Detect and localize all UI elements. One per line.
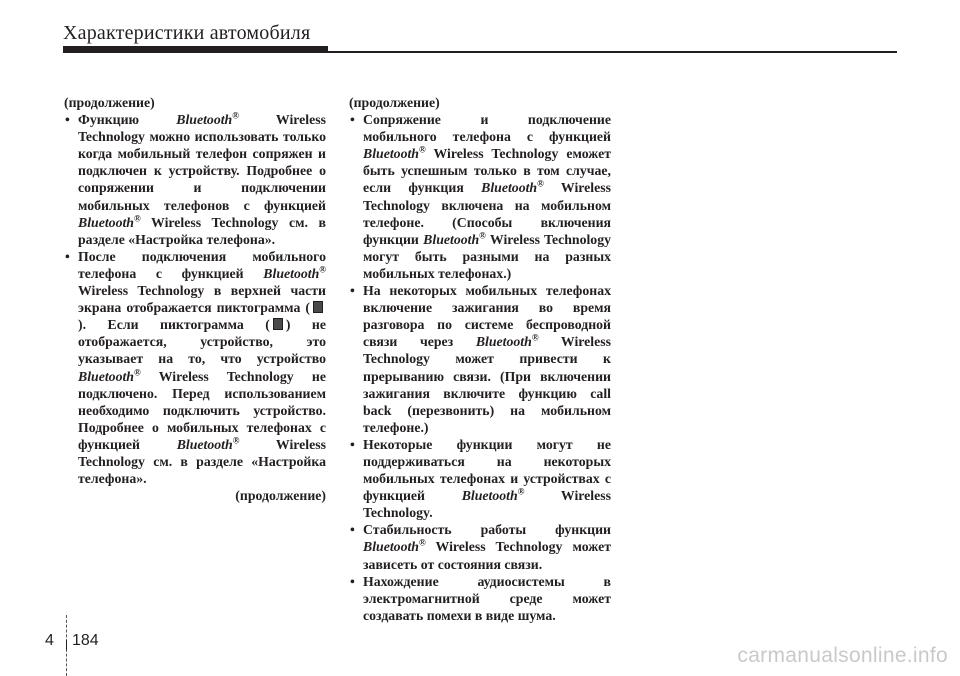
text-run: Wireless Technology можно использовать только когда мобильный телефон сопряжен и подключен к устройству. Подробнее о сопряжении и подключении мобильных телефонов с функцией xyxy=(78,112,326,213)
text-run: Wireless Technology включена на мобильном телефоне. (Способы включения функции xyxy=(363,180,611,247)
text-run: Wireless Technology не подключено. Перед использованием необходимо подключить устройство. Подробнее о мобильных телефонах с функцией xyxy=(78,368,326,452)
text-run: Wireless Technology см. в разделе «Настройка телефона». xyxy=(78,436,327,487)
text-run: Wireless Technology может зависеть от состояния связи. xyxy=(363,539,611,572)
text-run: Wireless Technology см. в разделе «Настройка телефона». xyxy=(78,214,326,247)
registered-mark: ® xyxy=(537,178,544,189)
bluetooth-connected-icon xyxy=(313,301,323,313)
bluetooth-term: Bluetooth xyxy=(78,368,134,384)
watermark: carmanualsonline.info xyxy=(737,644,948,667)
right-bullet-list xyxy=(349,111,611,624)
text-run: Некоторые функции могут не поддерживаться на некоторых мобильных телефонах и устройствах с функцией xyxy=(363,436,611,504)
right-bullet-4 xyxy=(349,521,611,572)
bluetooth-term: Bluetooth xyxy=(363,146,419,162)
continued-label-top-left: (продолжение) xyxy=(64,95,155,110)
registered-mark: ® xyxy=(133,366,141,377)
page-number: 184 xyxy=(72,632,99,649)
text-run: Wireless Technology. xyxy=(363,488,612,521)
bluetooth-term: Bluetooth xyxy=(176,436,233,452)
text-run: Wireless Technology могут быть разными на разных мобильных телефонах.) xyxy=(363,231,612,281)
continued-label-bottom-left: (продолжение) xyxy=(235,488,326,504)
header-rule-thin xyxy=(63,51,897,53)
right-bullet-5 xyxy=(349,573,611,624)
right-bullet-3 xyxy=(349,436,611,521)
text-run: Функцию xyxy=(78,112,177,128)
bluetooth-term: Bluetooth xyxy=(423,231,480,247)
text-run: Сопряжение и подключение мобильного телефона с функцией xyxy=(363,112,611,145)
registered-mark: ® xyxy=(479,230,486,241)
bluetooth-connected-icon xyxy=(273,318,283,330)
right-column xyxy=(349,94,611,624)
registered-mark: ® xyxy=(319,264,326,275)
page-header-title: Характеристики автомобиля xyxy=(63,22,311,44)
registered-mark: ® xyxy=(418,144,426,155)
right-bullet-1 xyxy=(349,111,611,282)
left-bullet-1 xyxy=(64,111,326,248)
bluetooth-term: Bluetooth xyxy=(176,112,233,128)
bluetooth-term: Bluetooth xyxy=(475,334,532,350)
bluetooth-term: Bluetooth xyxy=(263,265,320,281)
registered-mark: ® xyxy=(133,213,141,224)
registered-mark: ® xyxy=(232,435,240,446)
text-run: Стабильность работы функции xyxy=(363,522,611,538)
text-run: После подключения мобильного телефона с функцией xyxy=(78,248,326,281)
chapter-number: 4 xyxy=(45,632,54,649)
bluetooth-term: Bluetooth xyxy=(363,539,419,555)
footer-tick xyxy=(66,640,67,650)
registered-mark: ® xyxy=(418,537,426,548)
registered-mark: ® xyxy=(517,486,525,497)
left-bullet-list xyxy=(64,111,326,487)
text-run: ). Если пиктограмма ( xyxy=(78,317,270,333)
left-column xyxy=(64,94,326,504)
continued-label-top-right: (продолжение) xyxy=(349,95,440,110)
registered-mark: ® xyxy=(531,332,539,343)
left-bullet-2 xyxy=(64,248,326,487)
bluetooth-term: Bluetooth xyxy=(481,180,538,196)
text-run: Wireless Technology еможет быть успешным только в том случае, если функция xyxy=(363,146,611,196)
text-run: ) не отображается, устройство, это указывает на то, что устройство xyxy=(78,317,326,367)
text-run: Wireless Technology может привести к прерыванию связи. (При включении зажигания включите функцию call back (перезвонить) на мобильном телефоне.) xyxy=(363,334,612,435)
registered-mark: ® xyxy=(232,110,239,121)
text-run: На некоторых мобильных телефонах включение зажигания во время разговора по системе беспроводной связи через xyxy=(363,283,611,350)
text-run: Нахождение аудиосистемы в электромагнитной среде может создавать помехи в виде шума. xyxy=(363,573,611,623)
bluetooth-term: Bluetooth xyxy=(78,214,134,230)
bluetooth-term: Bluetooth xyxy=(461,488,518,504)
right-bullet-2 xyxy=(349,282,611,436)
text-run: Wireless Technology в верхней части экрана отображается пиктограмма ( xyxy=(78,283,326,316)
